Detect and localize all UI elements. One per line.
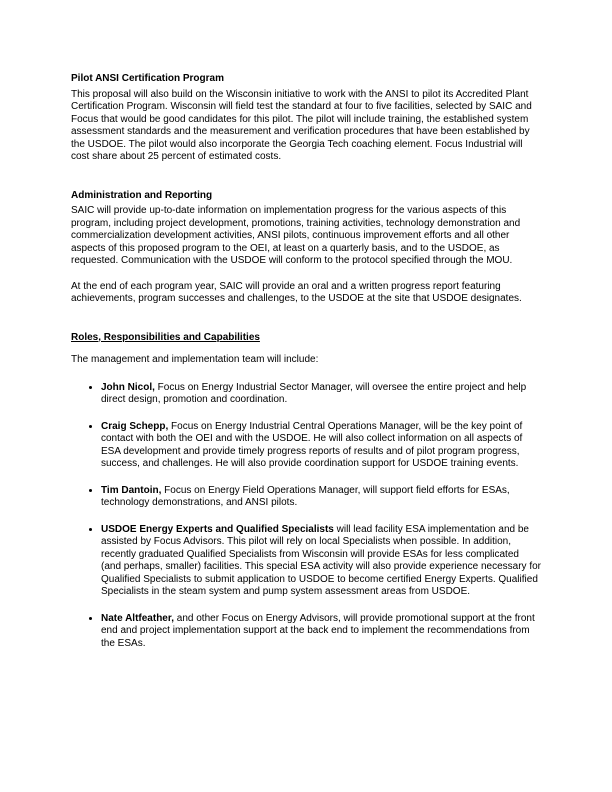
team-member-name: John Nicol, [101,381,155,393]
team-member-description: and other Focus on Energy Advisors, will provide promotional support at the front end and project implementation support at the back end to implement the recommendations from the ESAs. [101,612,535,649]
team-member-description: Focus on Energy Industrial Sector Manager, will oversee the entire project and help direct design, promotion and coordination. [101,381,527,405]
section-roles-responsibilities [71,332,541,651]
team-member-item-nate-altfeather [101,613,541,651]
paragraph-administration-1: SAIC will provide up-to-date information on implementation progress for the various aspects of this program, including project development, promotions, training activities, technology demonstration and commercialization development activities, ANSI pilots, continuous improvement efforts and all other aspects of this proposed program to the OEI, at least on a quarterly basis, and to the USDOE, as requested. Communication with the USDOE will conform to the protocol specified through the MOU. [71,205,521,266]
paragraph-administration-2: At the end of each program year, SAIC will provide an oral and a written progress report featuring achievements, program successes and challenges, to the USDOE at the site that USDOE designates. [71,280,522,304]
team-member-name: USDOE Energy Experts and Qualified Specialists [101,523,334,535]
team-member-list [71,382,541,651]
team-member-item-usdoe-experts [101,524,541,599]
roles-intro-text: The management and implementation team will include: [71,354,319,365]
team-member-description: Focus on Energy Industrial Central Operations Manager, will be the key point of contact with both the OEI and with the USDOE. He will also collect information on all aspects of ESA development and provide timely progress reports of results and of pilot program progress, success, and challenges. He will also provide coordination support for USDOE training events. [101,420,523,469]
section-heading-pilot-ansi: Pilot ANSI Certification Program [71,73,224,84]
team-member-item-craig-schepp [101,421,541,471]
team-member-description: Focus on Energy Field Operations Manager, will support field efforts for ESAs, technology demonstrations, and ANSI pilots. [101,484,510,508]
section-administration-reporting [71,190,541,306]
paragraph-pilot-ansi: This proposal will also build on the Wisconsin initiative to work with the ANSI to pilot its Accredited Plant Certification Program. Wisconsin will field test the standard at four to five facilities, selected by SAIC and Focus that would be good candidates for this pilot. The pilot will include training, the established system assessment standards and the measurement and verification procedures that have been established by the USDOE. The pilot would also incorporate the Georgia Tech coaching element. Focus Industrial will cost share about 25 percent of estimated costs. [71,88,532,162]
team-member-item-tim-dantoin [101,485,541,510]
section-heading-administration: Administration and Reporting [71,189,213,201]
section-heading-roles: Roles, Responsibilities and Capabilities [71,331,260,343]
section-pilot-ansi [71,73,541,164]
team-member-name: Craig Schepp, [101,420,169,432]
team-member-description: will lead facility ESA implementation and be assisted by Focus Advisors. This pilot will rely on local Specialists when possible. In addition, recently graduated Qualified Specialists from Wisconsin will provide ESAs for less complicated (and perhaps, smaller) facilities. This special ESA activity will also provide experience necessary for Qualified Specialists to submit application to USDOE to become certified Energy Experts. Qualified Specialists in the steam system and pump system assessment areas from USDOE. [101,523,542,597]
team-member-name: Nate Altfeather, [101,612,174,624]
team-member-name: Tim Dantoin, [101,484,162,496]
team-member-item-john-nicol [101,382,541,407]
